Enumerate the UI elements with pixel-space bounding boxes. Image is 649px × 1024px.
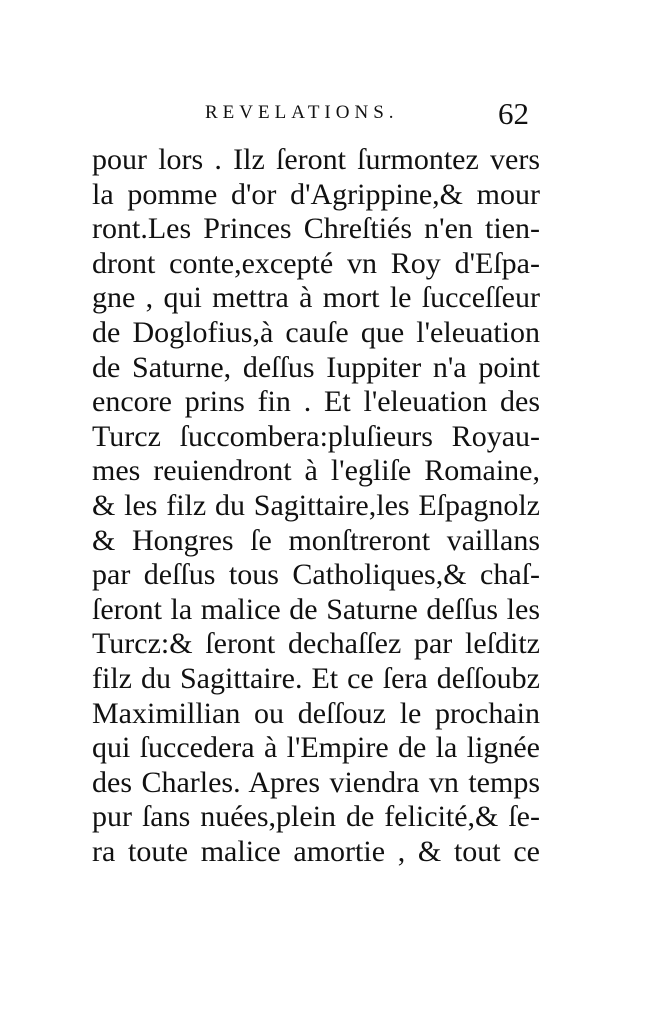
text-line: & Hongres ſe monſtreront vaillans	[92, 523, 540, 557]
text-line: filz du Sagittaire. Et ce ſera deſſoubz	[92, 661, 540, 695]
text-line: dront conte,excepté vn Roy d'Eſpa-	[92, 246, 540, 280]
text-line: Turcz:& ſeront dechaſſez par leſditz	[92, 627, 540, 661]
text-line: mes reuiendront à l'egliſe Romaine,	[92, 454, 540, 488]
text-line: pour lors . Ilz ſeront ſurmontez vers	[92, 143, 540, 176]
running-head	[0, 98, 649, 138]
page-number: 62	[498, 96, 529, 131]
text-line: gne , qui mettra à mort le ſucceſſeur	[92, 281, 540, 315]
text-line: qui ſuccedera à l'Empire de la lignée	[92, 731, 540, 765]
text-line: encore prins fin . Et l'eleuation des	[92, 385, 540, 419]
text-line: & les filz du Sagittaire,les Eſpagnolz	[92, 488, 540, 522]
text-line: la pomme d'or d'Agrippine,& mour	[92, 177, 540, 211]
text-line: de Doglofius,à cauſe que l'eleuation	[92, 315, 540, 349]
text-line: Maximillian ou deſſouz le prochain	[92, 696, 540, 730]
text-line: ſeront la malice de Saturne deſſus les	[92, 592, 540, 626]
text-line: de Saturne, deſſus Iuppiter n'a point	[92, 350, 540, 384]
running-title: REVELATIONS.	[205, 102, 399, 123]
text-line: Turcz ſuccombera:pluſieurs Royau-	[92, 419, 540, 453]
text-line: pur ſans nuées,plein de felicité,& ſe-	[92, 800, 540, 834]
text-line: des Charles. Apres viendra vn temps	[92, 765, 540, 799]
text-line: ra toute malice amortie , & tout ce	[92, 834, 540, 868]
text-line: par deſſus tous Catholiques,& chaſ-	[92, 558, 540, 592]
text-line: ront.Les Princes Chreſtiés n'en tien-	[92, 212, 540, 246]
body-text	[92, 143, 540, 869]
